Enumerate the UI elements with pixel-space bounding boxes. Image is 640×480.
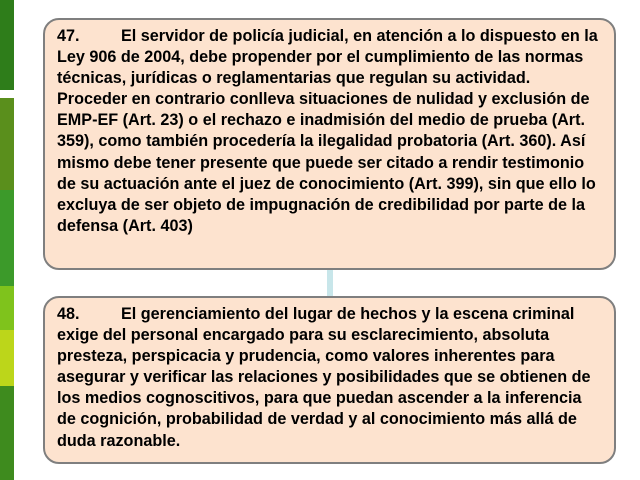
stripe-green-bottom <box>0 386 14 480</box>
box-connector-line <box>327 270 333 296</box>
item-number: 47. <box>57 27 80 45</box>
stripe-lime-green <box>0 286 14 330</box>
stripe-olive-green <box>0 98 14 190</box>
stripe-dark-green <box>0 0 14 90</box>
item-box-47 <box>43 18 616 270</box>
item-box-48 <box>43 296 616 464</box>
stripe-white <box>0 90 14 98</box>
item-text: El gerenciamiento del lugar de hechos y la escena criminal exige del personal encargado para su esclarecimiento, absoluta presteza, perspicacia y prudencia, como valores inherentes para asegurar y verificar las relaciones y posibilidades que se obtienen de los medios cognoscitivos, para que puedan ascender a la inferencia de cognición, probabilidad de verdad y al conocimiento más allá de duda razonable. <box>57 305 591 450</box>
item-text: El servidor de policía judicial, en atención a lo dispuesto en la Ley 906 de 2004, debe propender por el cumplimiento de las normas técnicas, jurídicas o reglamentarias que regulan su actividad. Proceder en contrario conlleva situaciones de nulidad y exclusión de EMP-EF (Art. 23) o el rechazo e inadmisión del medio de prueba (Art. 359), como también procedería la ilegalidad probatoria (Art. 360). Así mismo debe tener presente que puede ser citado a rendir testimonio de su actuación ante el juez de conocimiento (Art. 399), sin que ello lo excluya de ser objeto de impugnación de credibilidad por parte de la defensa (Art. 403) <box>57 27 598 235</box>
item-paragraph <box>57 26 604 237</box>
item-number: 48. <box>57 305 80 323</box>
decorative-side-stripes <box>0 0 14 480</box>
stripe-medium-green <box>0 190 14 286</box>
item-paragraph <box>57 304 604 452</box>
stripe-yellow-green <box>0 330 14 386</box>
